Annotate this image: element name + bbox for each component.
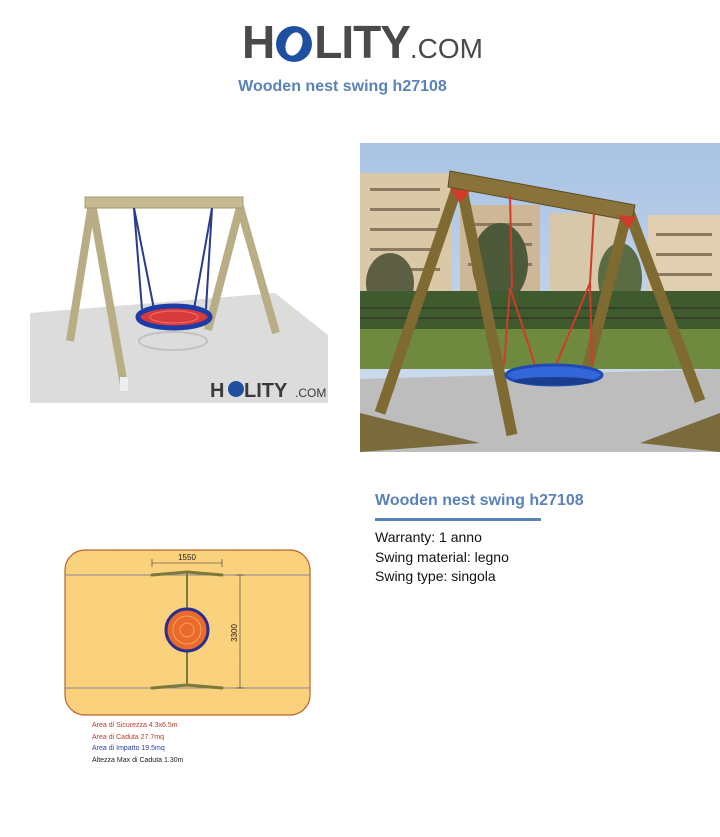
product-render-image (30, 185, 330, 405)
specs-title-underline (375, 518, 541, 521)
render-watermark-pre: H (210, 380, 225, 402)
spec-label: Swing type: (375, 568, 448, 584)
spec-item-swing-material (375, 548, 509, 568)
specs-title: Wooden nest swing h27108 (375, 492, 584, 509)
plan-legend-fall-area: Area di Caduta 27.7mq (92, 733, 164, 741)
spec-item-swing-type (375, 567, 509, 587)
page-title: Wooden nest swing h27108 (238, 78, 447, 95)
spec-label: Swing material: (375, 548, 471, 565)
render-watermark-suffix: .COM (295, 386, 327, 400)
plan-legend-impact-area: Area di Impatto 19.5mq (92, 745, 165, 752)
plan-legend-safety-area: Area di Sicurezza 4.3x6.5m (92, 722, 178, 729)
spec-value: legno (474, 548, 509, 565)
specs-list (375, 528, 509, 587)
site-logo[interactable] (242, 14, 482, 70)
logo-suffix: .COM (409, 33, 484, 64)
plan-legend (92, 720, 183, 766)
spec-value: 1 anno (439, 529, 482, 545)
spec-label: Warranty: (375, 529, 436, 545)
spec-item-warranty (375, 528, 509, 548)
render-watermark-o-icon (228, 381, 244, 397)
plan-length-label: 3300 (230, 624, 239, 642)
plan-width-label: 1550 (178, 553, 196, 562)
logo-o-icon (276, 26, 312, 62)
spec-value: singola (451, 568, 496, 584)
render-watermark-post: LITY (244, 380, 288, 402)
logo-letter-h: H (242, 16, 275, 68)
plan-legend-max-fall-height: Altezza Max di Caduta 1.30m (92, 756, 184, 764)
product-photo-image (360, 143, 720, 452)
logo-letters: LITY (314, 16, 410, 68)
